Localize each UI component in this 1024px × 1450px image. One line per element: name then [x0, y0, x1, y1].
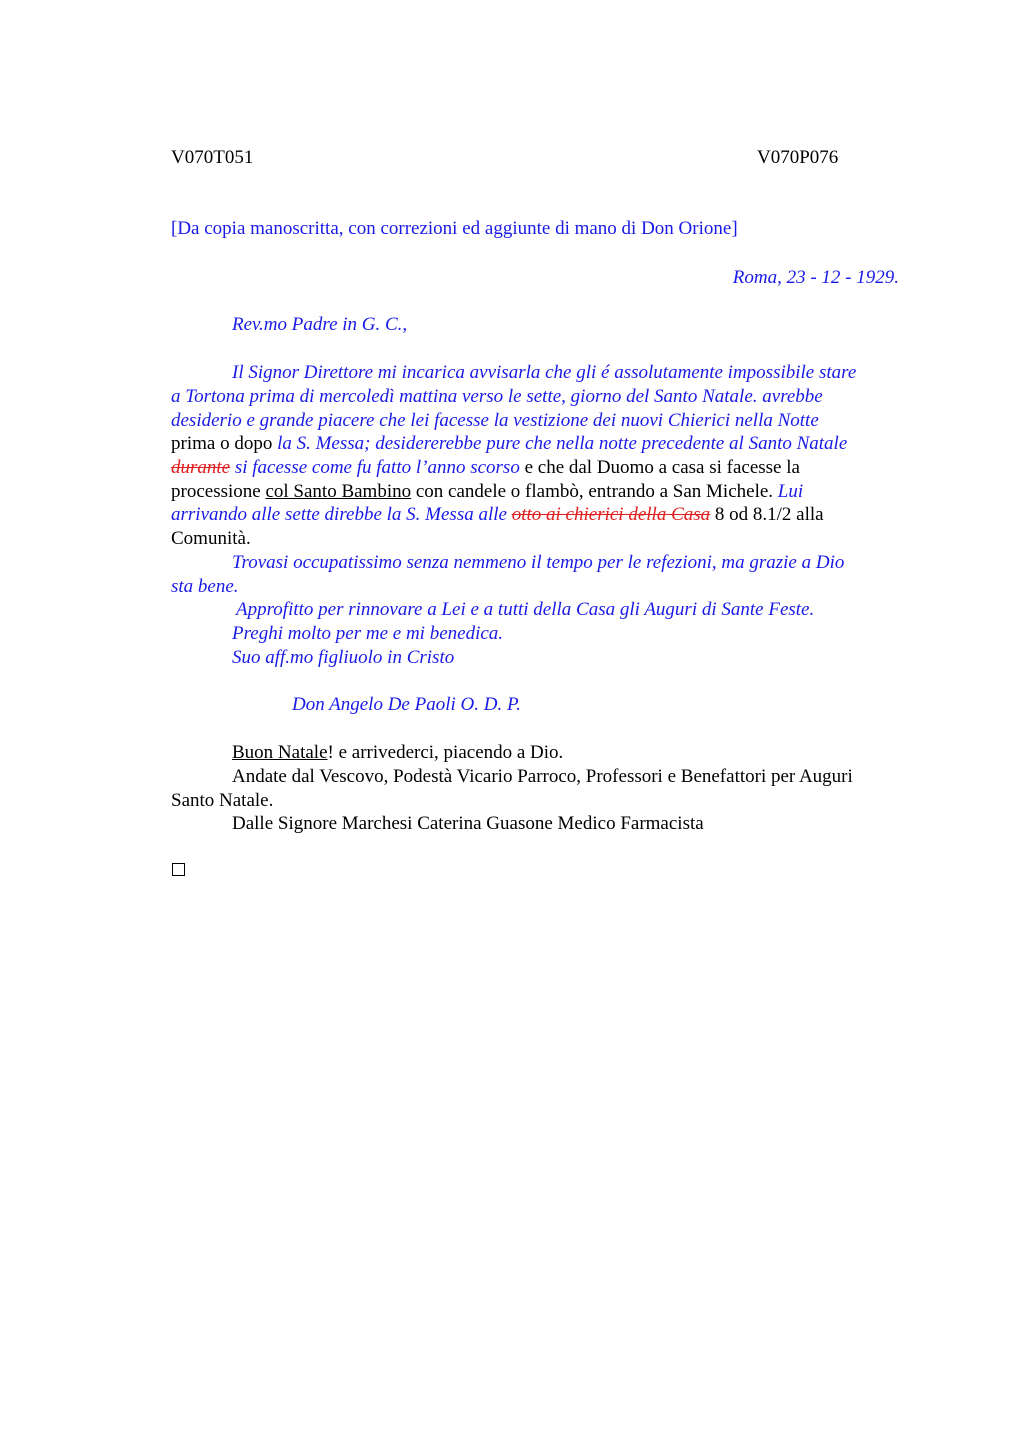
postscript-line-3: Santo Natale.: [171, 790, 274, 811]
postscript-line-1: [232, 741, 977, 765]
body-line-4-handwritten: la S. Messa; desidererebbe pure che nella notte precedente al Santo Natale: [277, 433, 848, 454]
body-line-1: Il Signor Direttore mi incarica avvisarla che gli é assolutamente impossibile stare: [232, 362, 857, 383]
deleted-phrase-chierici: otto ai chierici della Casa: [511, 504, 711, 525]
body-line-9: Trovasi occupatissimo senza nemmeno il tempo per le refezioni, ma grazie a Dio: [232, 552, 845, 573]
underlined-buon-natale: Buon Natale: [232, 742, 328, 763]
body-line-3: desiderio e grande piacere che lei facesse la vestizione dei nuovi Chierici nella Notte: [171, 410, 819, 431]
body-line-4: [171, 432, 916, 456]
underlined-santo-bambino: col Santo Bambino: [265, 481, 412, 502]
body-line-12: Preghi molto per me e mi benedica.: [232, 623, 504, 644]
body-line-5-plain: e che dal Duomo a casa si facesse la: [524, 457, 800, 478]
postscript-line-1-rest: ! e arrivederci, piacendo a Dio.: [327, 742, 564, 763]
closing-line: Suo aff.mo figliuolo in Cristo: [232, 647, 455, 668]
document-code-right: V070P076: [757, 147, 839, 168]
body-line-8: Comunità.: [171, 528, 251, 549]
deleted-word-durante: durante: [171, 457, 231, 478]
square-marker-icon: [172, 863, 185, 876]
signature: Don Angelo De Paoli O. D. P.: [292, 694, 521, 715]
body-line-6-plain-2: con candele o flambò, entrando a San Michele.: [415, 481, 774, 502]
document-code-left: V070T051: [171, 147, 254, 168]
body-line-4-plain: prima o dopo: [171, 433, 273, 454]
body-line-5-handwritten: si facesse come fu fatto l’anno scorso: [234, 457, 520, 478]
body-line-10: sta bene.: [171, 576, 239, 597]
body-line-6-handwritten: Lui: [777, 481, 804, 502]
body-line-5: [171, 456, 916, 480]
postscript-line-4: Dalle Signore Marchesi Caterina Guasone Medico Farmacista: [232, 813, 704, 834]
body-line-6-plain: processione: [171, 481, 261, 502]
letter-date: Roma, 23 - 12 - 1929.: [732, 267, 899, 288]
body-line-6: [171, 480, 916, 504]
salutation: Rev.mo Padre in G. C.,: [232, 314, 408, 335]
body-line-7-plain: 8 od 8.1/2 alla: [714, 504, 824, 525]
postscript-line-2: Andate dal Vescovo, Podestà Vicario Parroco, Professori e Benefattori per Auguri: [232, 766, 853, 787]
body-line-2: a Tortona prima di mercoledì mattina verso le sette, giorno del Santo Natale. avrebbe: [171, 386, 823, 407]
body-line-7-handwritten: arrivando alle sette direbbe la S. Messa alle: [171, 504, 507, 525]
body-line-11: Approfitto per rinnovare a Lei e a tutti della Casa gli Auguri di Sante Feste.: [236, 599, 815, 620]
body-line-7: [171, 503, 916, 527]
source-note: [Da copia manoscritta, con correzioni ed aggiunte di mano di Don Orione]: [171, 218, 738, 239]
